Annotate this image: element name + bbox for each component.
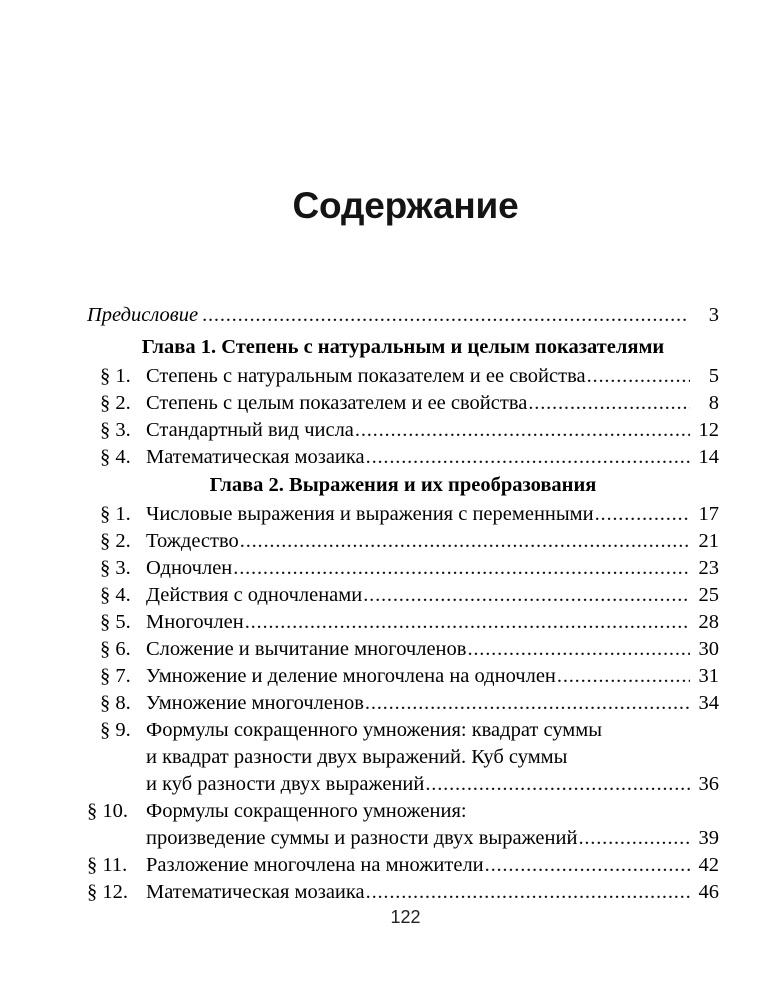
section-title-text: Разложение многочлена на множители	[146, 854, 484, 876]
section-last-line	[146, 771, 719, 798]
section-marker: § 7.	[100, 665, 131, 687]
section-title-text: Степень с целым показателем и ее свойства	[146, 392, 528, 414]
dot-leader	[233, 555, 690, 576]
toc-entry-page: 36	[698, 773, 719, 795]
section-title-text: Одночлен	[146, 557, 233, 579]
toc-entry-section[interactable]	[87, 690, 719, 717]
section-marker: § 12.	[87, 881, 128, 903]
dot-leader	[425, 771, 690, 792]
dot-leader	[202, 302, 686, 323]
toc-entry-preface[interactable]	[87, 302, 719, 329]
section-title-text: Стандартный вид числа	[146, 419, 354, 441]
toc-entry-section[interactable]	[87, 636, 719, 663]
toc-entry-section[interactable]	[87, 528, 719, 555]
page-title: Содержание	[292, 185, 519, 226]
chapter-heading: Глава 1. Степень с натуральным и целым показателями	[141, 336, 665, 358]
section-body	[146, 417, 719, 444]
section-last-line	[146, 879, 719, 906]
section-wrapped-line: Формулы сокращенного умножения:	[146, 800, 467, 822]
section-marker: § 5.	[100, 611, 131, 633]
toc-entry-page: 28	[698, 611, 719, 633]
toc-body	[87, 302, 719, 906]
section-marker: § 4.	[100, 446, 131, 468]
dot-leader	[365, 690, 690, 711]
toc-entry-section[interactable]	[87, 444, 719, 471]
toc-entry-section[interactable]	[87, 717, 719, 798]
toc-entry-page: 23	[698, 557, 719, 579]
toc-entry-section[interactable]	[87, 501, 719, 528]
toc-entry-page: 42	[698, 854, 719, 876]
dot-leader	[557, 663, 690, 684]
section-last-line	[146, 363, 719, 390]
section-last-line	[146, 501, 719, 528]
toc-entry-page: 14	[698, 446, 719, 468]
toc-entry-page: 17	[698, 503, 719, 525]
dot-leader	[578, 825, 690, 846]
dot-leader	[245, 609, 690, 630]
section-last-line	[146, 555, 719, 582]
toc-entry-section[interactable]	[87, 798, 719, 852]
toc-entry-section[interactable]	[87, 363, 719, 390]
section-body	[146, 690, 719, 717]
section-last-line	[146, 609, 719, 636]
section-last-line	[146, 582, 719, 609]
section-last-line	[146, 390, 719, 417]
section-body	[146, 636, 719, 663]
toc-entry-page: 25	[698, 584, 719, 606]
section-body	[146, 501, 719, 528]
section-title-text: Умножение и деление многочлена на одночлен	[146, 665, 556, 687]
toc-entry-page: 30	[698, 638, 719, 660]
toc-entry-section[interactable]	[87, 582, 719, 609]
section-marker: § 2.	[100, 392, 131, 414]
section-title-text: Многочлен	[146, 611, 244, 633]
chapter-heading: Глава 2. Выражения и их преобразования	[209, 474, 597, 496]
toc-entry-section[interactable]	[87, 390, 719, 417]
section-body	[146, 609, 719, 636]
section-marker: § 2.	[100, 530, 131, 552]
section-last-line	[146, 663, 719, 690]
dot-leader	[528, 390, 690, 411]
section-marker: § 3.	[100, 557, 131, 579]
section-body	[146, 663, 719, 690]
section-marker: § 11.	[87, 854, 128, 876]
toc-entry-section[interactable]	[87, 609, 719, 636]
section-title-text: Сложение и вычитание многочленов	[146, 638, 467, 660]
chapters-container	[87, 334, 719, 906]
section-title-text: и куб разности двух выражений	[146, 773, 425, 795]
toc-entry-page: 3	[708, 304, 719, 326]
toc-entry-page: 8	[708, 392, 719, 414]
section-title-text: Математическая мозаика	[146, 446, 365, 468]
section-last-line	[146, 528, 719, 555]
toc-entry-section[interactable]	[87, 879, 719, 906]
section-title-text: Математическая мозаика	[146, 881, 365, 903]
dot-leader	[595, 501, 690, 522]
section-wrapped-line: Формулы сокращенного умножения: квадрат суммы	[146, 719, 603, 741]
section-title-text: произведение суммы и разности двух выражений	[146, 827, 578, 849]
dot-leader	[366, 879, 690, 900]
section-body	[146, 363, 719, 390]
section-title-text: Степень с натуральным показателем и ее свойства	[146, 365, 586, 387]
toc-entry-page: 12	[698, 419, 719, 441]
section-title-text: Тождество	[146, 530, 239, 552]
section-body	[146, 555, 719, 582]
dot-leader	[366, 444, 690, 465]
dot-leader	[240, 528, 690, 549]
section-body	[146, 717, 719, 798]
section-marker: § 1.	[100, 503, 131, 525]
section-body	[146, 852, 719, 879]
dot-leader	[363, 582, 690, 603]
page-folio: 122	[390, 907, 421, 927]
section-marker: § 9.	[100, 719, 131, 741]
toc-entry-page: 31	[698, 665, 719, 687]
section-marker: § 1.	[100, 365, 131, 387]
section-title-text: Действия с одночленами	[146, 584, 363, 606]
section-title-text: Числовые выражения и выражения с переменными	[146, 503, 594, 525]
toc-entry-page: 5	[708, 365, 719, 387]
section-last-line	[146, 825, 719, 852]
section-last-line	[146, 690, 719, 717]
section-title-text: Умножение многочленов	[146, 692, 364, 714]
section-last-line	[146, 636, 719, 663]
section-body	[146, 879, 719, 906]
section-marker: § 8.	[100, 692, 131, 714]
section-marker: § 3.	[100, 419, 131, 441]
dot-leader	[355, 417, 690, 438]
toc-entry-page: 21	[698, 530, 719, 552]
toc-entry-section[interactable]	[87, 663, 719, 690]
section-marker: § 4.	[100, 584, 131, 606]
toc-entry-section[interactable]	[87, 417, 719, 444]
toc-entry-section[interactable]	[87, 852, 719, 879]
dot-leader	[467, 636, 690, 657]
toc-entry-page: 39	[698, 827, 719, 849]
section-last-line	[146, 417, 719, 444]
section-body	[146, 444, 719, 471]
section-body	[146, 582, 719, 609]
section-body	[146, 390, 719, 417]
section-body	[146, 528, 719, 555]
toc-entry-page: 34	[698, 692, 719, 714]
section-wrapped-line: и квадрат разности двух выражений. Куб суммы	[146, 746, 568, 768]
section-marker: § 6.	[100, 638, 131, 660]
section-marker: § 10.	[87, 800, 128, 822]
section-body	[146, 798, 719, 852]
dot-leader	[485, 852, 690, 873]
toc-entry-label: Предисловие	[87, 304, 199, 326]
toc-entry-section[interactable]	[87, 555, 719, 582]
section-last-line	[146, 852, 719, 879]
toc-entry-page: 46	[698, 881, 719, 903]
section-last-line	[146, 444, 719, 471]
dot-leader	[587, 363, 690, 384]
